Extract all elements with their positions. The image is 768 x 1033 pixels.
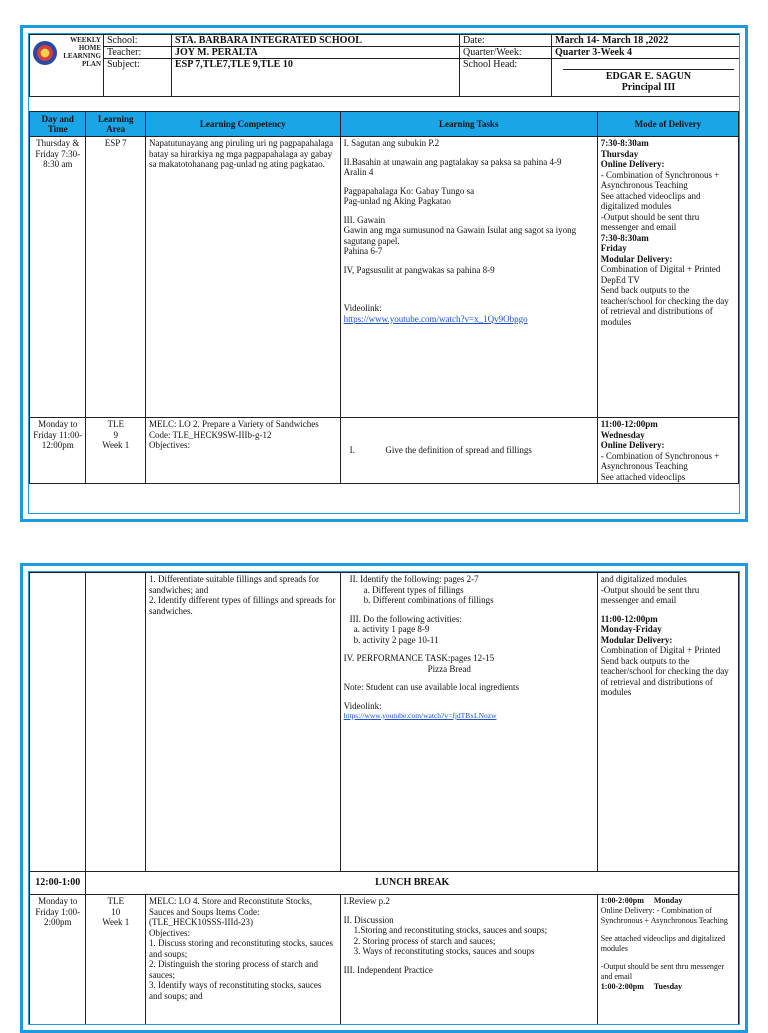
- row1-competency: Napatutunayang ang piruling uri ng pagpapahalaga batay sa hirarkiya ng mga pagpapahalaga ay gabay sa makatotohanang pag-unlad ng ating pagkatao.: [145, 137, 340, 418]
- subject-value: ESP 7,TLE7,TLE 9,TLE 10: [172, 59, 460, 97]
- quarter-value: Quarter 3-Week 4: [552, 47, 741, 59]
- school-value: STA. BARBARA INTEGRATED SCHOOL: [172, 35, 460, 47]
- quarter-label: Quarter/Week:: [460, 47, 552, 59]
- row2-area-cont: [86, 573, 146, 872]
- document-page-1: [20, 25, 748, 522]
- row2-competency-cont: 1. Differentiate suitable fillings and spreads for sandwiches; and 2. Identify different types of fillings and spreads for sandwiches.: [145, 573, 340, 872]
- row2-day: Monday to Friday 11:00-12:00pm: [30, 418, 86, 484]
- row2-day-cont: [30, 573, 86, 872]
- deped-seal-icon: [33, 41, 57, 65]
- row2-mode: 11:00-12:00pm Wednesday Online Delivery: - Combination of Synchronous + Asynchronous Teaching See attached videoclips: [597, 418, 738, 484]
- row3-competency: MELC: LO 4. Store and Reconstitute Stocks, Sauces and Soups Items Code: (TLE_HECK10SSS-IIId-23) Objectives: 1. Discuss storing and reconstituting stocks, sauces and soups; 2. Distinguish the storing process of starch and sauces; 3. Identify ways of reconstituting stocks, sauces and soups; and: [145, 895, 340, 1026]
- subject-label: Subject:: [104, 59, 172, 97]
- row3-mode: 1:00-2:00pm Monday Online Delivery: - Combination of Synchronous + Asynchronous Teaching See attached videoclips and digitalized modules -Output should be sent thru messenger and email 1:00-2:00pm Tuesday: [597, 895, 738, 1026]
- table-row: [30, 895, 739, 1026]
- col-learning-competency: Learning Competency: [145, 112, 340, 137]
- column-header-row: [30, 112, 739, 137]
- date-value: March 14- March 18 ,2022: [552, 35, 741, 47]
- teacher-label: Teacher:: [104, 47, 172, 59]
- learning-plan-table-continued: [29, 572, 739, 1025]
- lunch-break-row: [30, 872, 739, 895]
- row1-day: Thursday & Friday 7:30-8:30 am: [30, 137, 86, 418]
- col-mode-of-delivery: Mode of Delivery: [597, 112, 738, 137]
- col-day-and-time: Day and Time: [30, 112, 86, 137]
- row3-tasks: I.Review p.2 II. Discussion 1.Storing and reconstituting stocks, sauces and soups; 2. Storing process of starch and sauces; 3. Ways of reconstituting stocks, sauces and soups III. Independent Practice: [340, 895, 597, 1026]
- col-learning-area: Learning Area: [86, 112, 146, 137]
- document-page-2: [20, 563, 748, 1033]
- row1-mode: 7:30-8:30am Thursday Online Delivery: - Combination of Synchronous + Asynchronous Teaching See attached videoclips and digitalized modules -Output should be sent thru messenger and email 7:30-8:30am Friday Modular Delivery: Combination of Digital + Printed DepEd TV Send back outputs to the teacher/school for checking the day of retrieval and distributions of modules: [597, 137, 738, 418]
- date-label: Date:: [460, 35, 552, 47]
- row2-competency: MELC: LO 2. Prepare a Variety of Sandwiches Code: TLE_HECK9SW-IIIb-g-12 Objectives:: [145, 418, 340, 484]
- header-table: [29, 34, 740, 97]
- row3-day: Monday to Friday 1:00-2:00pm: [30, 895, 86, 1026]
- col-learning-tasks: Learning Tasks: [340, 112, 597, 137]
- row2-video-link[interactable]: https://www.youtube.com/watch?v=fjdTBxLNozw: [343, 711, 497, 720]
- school-label: School:: [104, 35, 172, 47]
- teacher-value: JOY M. PERALTA: [172, 47, 460, 59]
- school-head-cell: [552, 59, 741, 97]
- weekly-home-learning-plan-logo: WEEKLY HOME LEARNING PLAN: [63, 36, 101, 68]
- row3-area: TLE 10 Week 1: [86, 895, 146, 1026]
- school-head-label: School Head:: [460, 59, 552, 97]
- lunch-time: 12:00-1:00: [30, 872, 86, 895]
- row1-video-link[interactable]: https://www.youtube.com/watch?v=x_1Qv9Obpgo: [343, 313, 528, 324]
- learning-plan-table: [29, 111, 739, 484]
- table-row: [30, 573, 739, 872]
- row1-area: ESP 7: [86, 137, 146, 418]
- logo-cell: [30, 35, 104, 97]
- table-row: [30, 137, 739, 418]
- row2-tasks: I. Give the definition of spread and fillings: [340, 418, 597, 484]
- row2-tasks-cont: II. Identify the following: pages 2-7 a. Different types of fillings b. Different combinations of fillings III. Do the following activities: a. activity 1 page 8-9 b. activity 2 page 10-11 IV. PERFORMANCE TASK:pages 12-15 Pizza Bread Note: Student can use available local ingredients Videolink: https://www.youtube.com/watch?v=fjdTBxLNozw: [340, 573, 597, 872]
- table-row: [30, 418, 739, 484]
- row2-mode-cont: and digitalized modules -Output should be sent thru messenger and email 11:00-12:00pm Monday-Friday Modular Delivery: Combination of Digital + Printed Send back outputs to the teacher/school for checking the day of retrieval and distributions of modules: [597, 573, 738, 872]
- school-head-name: EDGAR E. SAGUN: [605, 71, 692, 82]
- row2-area: TLE 9 Week 1: [86, 418, 146, 484]
- lunch-label: LUNCH BREAK: [86, 872, 739, 895]
- row1-tasks: I. Sagutan ang subukin P.2 II.Basahin at unawain ang pagtalakay sa paksa sa pahina 4-9 Aralin 4 Pagpapahalaga Ko: Gabay Tungo sa Pag-unlad ng Aking Pagkatao III. Gawain Gawin ang mga sumusunod na Gawain Isulat ang sagot sa iyong sagutang papel. Pahina 6-7 IV, Pagsusulit at pangwakas sa pahina 8-9 Videolink: https://www.youtube.com/watch?v=x_1Qv9Obpgo: [340, 137, 597, 418]
- school-head-title: Principal III: [621, 82, 676, 93]
